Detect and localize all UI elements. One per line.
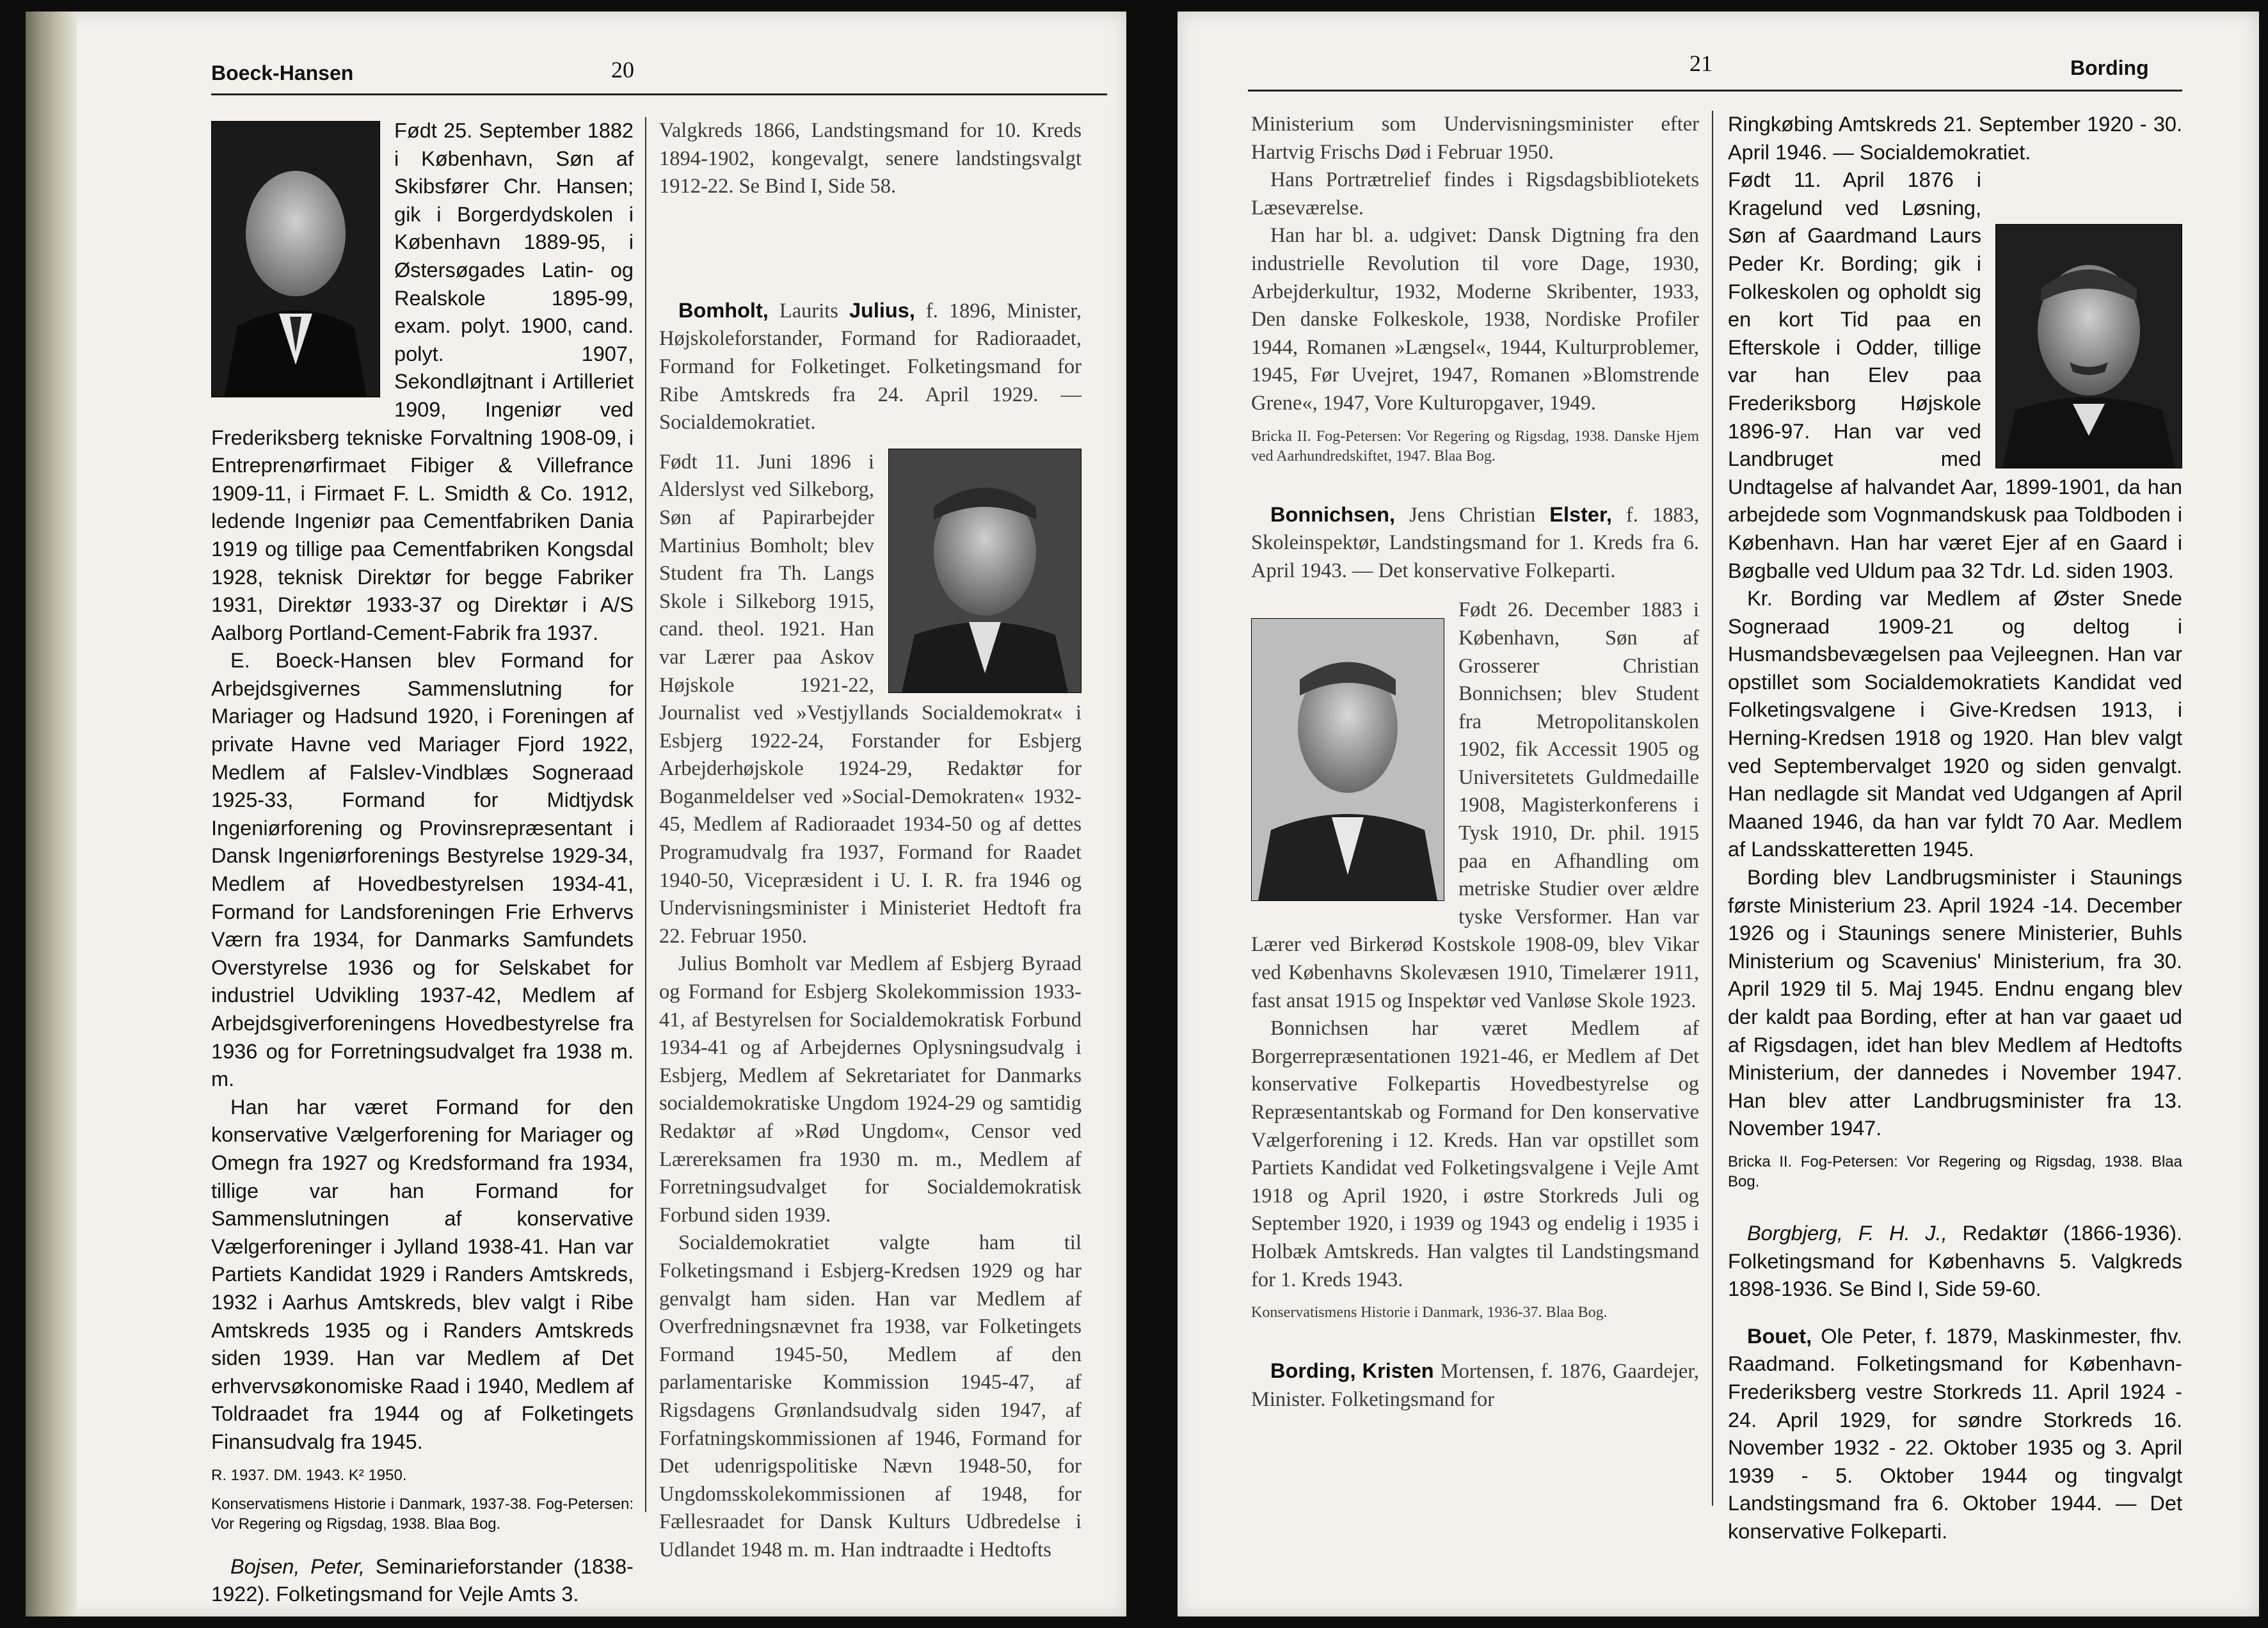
paragraph: Kr. Bording var Medlem af Øster Snede Sogneraad 1909-21 og deltog i Husmandsbevægelsen paa Vejleegnen. Han var opstillet som Socialdemokratiets Kandidat ved Folketingsvalgene i Give-Kredsen 1913, i Herning-Kredsen 1918 og 1920. Han blev valgt ved Septembervalget 1920 og siden genvalgt. Han nedlagde sit Mandat ved Udgangen af April Maaned 1946, da han var fyldt 70 Aar. Medlem af Landsskatteretten 1945. xyxy=(1728,587,2182,861)
right-page xyxy=(1178,12,2259,1616)
paragraph: Født 11. Juni 1896 i Alderslyst ved Silkeborg, Søn af Papirarbejder Martinius Bomholt; blev Student fra Th. Langs Skole i Silkeborg 1915, cand. theol. 1921. Han var Lærer paa Askov Højskole 1921-22, Journalist ved »Vestjyllands Socialdemokrat« i Esbjerg 1922-24, Forstander for Esbjerg Arbejderhøjskole 1924-29, Redaktør for Boganmeldelser ved »Social-Demokraten« 1932-45, Medlem af Radioraadet 1934-50 og af dettes Programudvalg fra 1937, Formand for Raadet 1940-50, Vicepræsident i U. I. R. fra 1946 og Undervisningsminister i Ministeriet Hedtoft fra 22. Februar 1950. xyxy=(659,450,1082,948)
portrait-photo-bonnichsen xyxy=(1251,618,1444,901)
paragraph: Julius Bomholt var Medlem af Esbjerg Byraad og Formand for Esbjerg Skolekommission 1933-41, af Bestyrelsen for Socialdemokratisk Forbund 1934-41 og af Arbejdernes Oplysningsudvalg i Esbjerg, Medlem af Sekretariatet for Danmarks socialdemokratiske Ungdom 1924-29 og samtidig Redaktør af »Rød Ungdom«, Censor ved Lærereksamen fra 1930 m. m., Medlem af Forretningsudvalget for Socialdemokratisk Forbund siden 1939. xyxy=(659,952,1082,1227)
entry-borgbjerg xyxy=(1728,1220,2182,1304)
paragraph: Ministerium som Undervisningsminister efter Hartvig Frischs Død i Februar 1950. xyxy=(1251,113,1699,164)
entry-name: Bouet, xyxy=(1747,1324,1812,1348)
left-page xyxy=(26,12,1126,1616)
entry-bonnichsen-header xyxy=(1251,501,1699,586)
running-header-left: Boeck-Hansen xyxy=(211,61,354,84)
reference-note: Bricka II. Fog-Petersen: Vor Regering og Rigsdag, 1938. Blaa Bog. xyxy=(1728,1153,2182,1190)
entry-text: Seminarieforstander (1838-1922). Folketingsmand for Vejle Amts 3. xyxy=(211,1554,634,1606)
entry-text: Mortensen, f. 1876, Gaardejer, Minister. Folketingsmand for xyxy=(1251,1360,1699,1411)
running-header-right: Bording xyxy=(2070,56,2149,79)
entry-name: Julius, xyxy=(849,298,915,322)
portrait-photo-bording xyxy=(1995,224,2182,468)
left-column-2 xyxy=(659,117,1082,1565)
portrait-photo-bomholt xyxy=(888,449,1082,693)
entry-text: f. 1896, Minister, Højskoleforstander, Formand for Radioraadet, Formand for Folketinget. Folketingsmand for Ribe Amtskreds fra 24. April 1929. — Socialdemokratiet. xyxy=(659,299,1082,435)
reference-note: Konservatismens Historie i Danmark, 1937-38. Fog-Petersen: Vor Regering og Rigsdag, 1938. Blaa Bog. xyxy=(211,1495,634,1533)
paragraph: Han har bl. a. udgivet: Dansk Digtning fra den industrielle Revolution til vore Dage, 1930, Arbejderkultur, 1932, Moderne Skribenter, 1933, Den danske Folkeskole, 1938, Nordiske Profiler 1944, Romanen »Længsel«, 1944, Kulturproblemer, 1945, Før Uvejret, 1947, Romanen »Blomstrende Grene«, 1947, Vore Kulturopgaver, 1949. xyxy=(1251,224,1699,415)
paragraph: Socialdemokratiet valgte ham til Folketingsmand i Esbjerg-Kredsen 1929 og har genvalgt ham siden. Han var Medlem af Overfredningsnævnet fra 1938, var Folketingets Formand 1945-50, Medlem af den parlamentariske Kommission 1945-47, af Rigsdagens Grønlandsudvalg siden 1947, af Forfatningskommissionen af 1946, Formand for Det udenrigspolitiske Nævn 1948-50, for Ungdomsskolekommissionen af 1948, for Fællesraadet for Dansk Kulturs Udbredelse i Udlandet 1948 m. m. Han indtraadte i Hedtofts xyxy=(659,1231,1082,1561)
entry-bouet xyxy=(1728,1323,2182,1546)
entry-text: f. 1883, Skoleinspektør, Landstingsmand for 1. Kreds fra 6. April 1943. — Det konservative Folkeparti. xyxy=(1251,503,1700,582)
paragraph: Født 25. September 1882 i København, Søn af Skibsfører Chr. Hansen; gik i Borgerdydskolen i København 1889-95, i Østersøgades Latin- og Realskole 1895-99, exam. polyt. 1900, cand. polyt. 1907, Sekondløjtnant i Artilleriet 1909, Ingeniør ved Frederiksberg tekniske Forvaltning 1908-09, i Entreprenørfirmaet Fibiger & Villefrance 1909-11, i Firmaet F. L. Smidth & Co. 1912, ledende Ingeniør paa Cementfabriken Dania 1919 og tillige paa Cementfabriken Kongsdal 1928, teknisk Direktør for begge Fabriker 1931, Direktør 1933-37 og Direktør i A/S Aalborg Portland-Cement-Fabrik fra 1937. xyxy=(211,119,634,644)
paragraph: Bording blev Landbrugsminister i Staunings første Ministerium 23. April 1924 -14. December 1926 og i Staunings senere Ministerier, Buhls Ministerium og Scavenius' Ministerium, fra 30. April 1929 til 5. Maj 1945. Endnu engang blev der kaldt paa Bording, efter at han var gaaet ud af Rigsdagen, idet han blev Medlem af Hedtofts Ministerium, der dannedes i November 1947. Han blev atter Landbrugsminister fra 13. November 1947. xyxy=(1728,866,2182,1140)
entry-name: Elster, xyxy=(1549,502,1612,526)
entry-name: Bording, xyxy=(1270,1359,1356,1383)
header-rule xyxy=(211,93,1107,95)
entry-bording-header xyxy=(1251,1357,1699,1414)
paragraph: E. Boeck-Hansen blev Formand for Arbejdsgivernes Sammenslutning for Mariager og Hadsund 1920, i Foreningen af private Havne ved Mariager Fjord 1922, Medlem af Falslev-Vindblæs Sogneraad 1925-33, Formand for Midtjydsk Ingeniørforening og Provinsrepræsentant i Dansk Ingeniørforenings Bestyrelse 1929-34, Medlem af Hovedbestyrelsen 1934-41, Formand for Landsforeningen Frie Erhvervs Værn fra 1934, for Danmarks Samfundets Overstyrelse 1936 og for Selskabet for industriel Udvikling 1937-42, Medlem af Arbejdsgiverforeningens Hovedbestyrelse fra 1936 og for Forretningsudvalget fra 1938 m. m. xyxy=(211,649,634,1091)
reference-note: R. 1937. DM. 1943. K² 1950. xyxy=(211,1466,407,1484)
entry-name: Kristen xyxy=(1362,1359,1434,1383)
paragraph: Bonnichsen har været Medlem af Borgerrepræsentationen 1921-46, er Medlem af Det konservative Folkepartis Hovedbestyrelse og Repræsentantskab og Formand for Den konservative Vælgerforening i 12. Kreds. Han var opstillet som Partiets Kandidat ved Folketingsvalgene i Vejle Amt 1918 og April 1920, i østre Storkreds Juli og September 1920, i 1939 og 1943 og endelig i 1935 i Holbæk Amtskreds. Han valgtes til Landstingsmand for 1. Kreds 1943. xyxy=(1251,1017,1699,1291)
entry-bomholt-header xyxy=(659,297,1082,437)
page-number-right: 21 xyxy=(1689,51,1713,76)
paragraph: Valgkreds 1866, Landstingsmand for 10. Kreds 1894-1902, kongevalgt, senere landstingsvalgt 1912-22. Se Bind I, Side 58. xyxy=(659,119,1082,198)
entry-bojsen xyxy=(211,1553,634,1609)
header-rule xyxy=(1248,90,2182,92)
entry-name: Bomholt, xyxy=(678,298,769,322)
book-spine xyxy=(26,12,77,1616)
paragraph: Født 26. December 1883 i København, Søn af Grosserer Christian Bonnichsen; blev Student fra Metropolitanskolen 1902, fik Accessit 1905 og Universitetets Guldmedaille 1908, Magisterkonferens i Tysk 1910, Dr. phil. 1915 paa en Afhandling om metriske Studier over ældre tyske Versformer. Han var Lærer ved Birkerød Kostskole 1908-09, blev Vikar ved Københavns Skolevæsen 1910, Timelærer 1911, fast ansat 1915 og Inspektør ved Vanløse Skole 1923. xyxy=(1251,598,1699,1012)
right-column-1 xyxy=(1251,111,1699,1414)
paragraph: Født 11. April 1876 i Kragelund ved Løsning, Søn af Gaardmand Laurs Peder Kr. Bording; gik i Folkeskolen og opholdt sig en kort Tid paa en Efterskole i Odder, tillige var han Elev paa Frederiksborg Højskole 1896-97. Han var ved Landbruget med Undtagelse af halvandet Aar, 1899-1901, da han arbejdede som Vognmandskusk paa Toldboden i København. Han har været Ejer af en Gaard i Bøgballe ved Uldum paa 32 Tdr. Ld. siden 1903. xyxy=(1728,168,2182,582)
reference-note: Konservatismens Historie i Danmark, 1936-37. Blaa Bog. xyxy=(1251,1304,1608,1321)
entry-name: Laurits xyxy=(779,299,838,323)
entry-text: Ole Peter, f. 1879, Maskinmester, fhv. Raadmand. Folketingsmand for København-Frederiksberg vestre Storkreds 11. April 1924 - 24. April 1929, for søndre Storkreds 16. November 1932 - 22. Oktober 1935 og 3. April 1939 - 5. Oktober 1944 og tingvalgt Landstingsmand fra 6. Oktober 1944. — Det konservative Folkeparti. xyxy=(1728,1324,2182,1543)
entry-name: Jens Christian xyxy=(1409,503,1536,527)
entry-name: Bonnichsen, xyxy=(1270,502,1396,526)
page-number-left: 20 xyxy=(611,57,634,83)
entry-name: Borgbjerg, F. H. J., xyxy=(1747,1221,1947,1245)
column-rule xyxy=(1712,111,1713,1506)
left-column-1 xyxy=(211,117,634,1609)
paragraph: Han har været Formand for den konservative Vælgerforening for Mariager og Omegn fra 1927 og Kredsformand fra 1934, tillige var han Formand for Sammenslutningen af konservative Vælgerforeninger i Jylland 1938-41. Han var Partiets Kandidat 1929 i Randers Amtskreds, 1932 i Aarhus Amtskreds, blev valgt i Ribe Amtskreds 1935 og i Randers Amtskreds siden 1939. Han var Medlem af Det erhvervsøkonomiske Raad i 1940, Medlem af Toldraadet fra 1944 og af Folketingets Finansudvalg fra 1945. xyxy=(211,1095,634,1453)
reference-note: Bricka II. Fog-Petersen: Vor Regering og Rigsdag, 1938. Danske Hjem ved Aarhundredskiftet, 1947. Blaa Bog. xyxy=(1251,427,1699,465)
entry-name: Bojsen, Peter, xyxy=(230,1554,365,1578)
paragraph: Ringkøbing Amtskreds 21. September 1920 - 30. April 1946. — Socialdemokratiet. xyxy=(1728,113,2182,164)
entry-text: Redaktør (1866-1936). Folketingsmand for Københavns 5. Valgkreds 1898-1936. Se Bind I, Side 59-60. xyxy=(1728,1221,2183,1301)
right-column-2 xyxy=(1728,111,2182,1546)
portrait-photo-boeck-hansen xyxy=(211,121,380,397)
column-rule xyxy=(645,117,646,1512)
paragraph: Hans Portrætrelief findes i Rigsdagsbibliotekets Læseværelse. xyxy=(1251,168,1699,219)
